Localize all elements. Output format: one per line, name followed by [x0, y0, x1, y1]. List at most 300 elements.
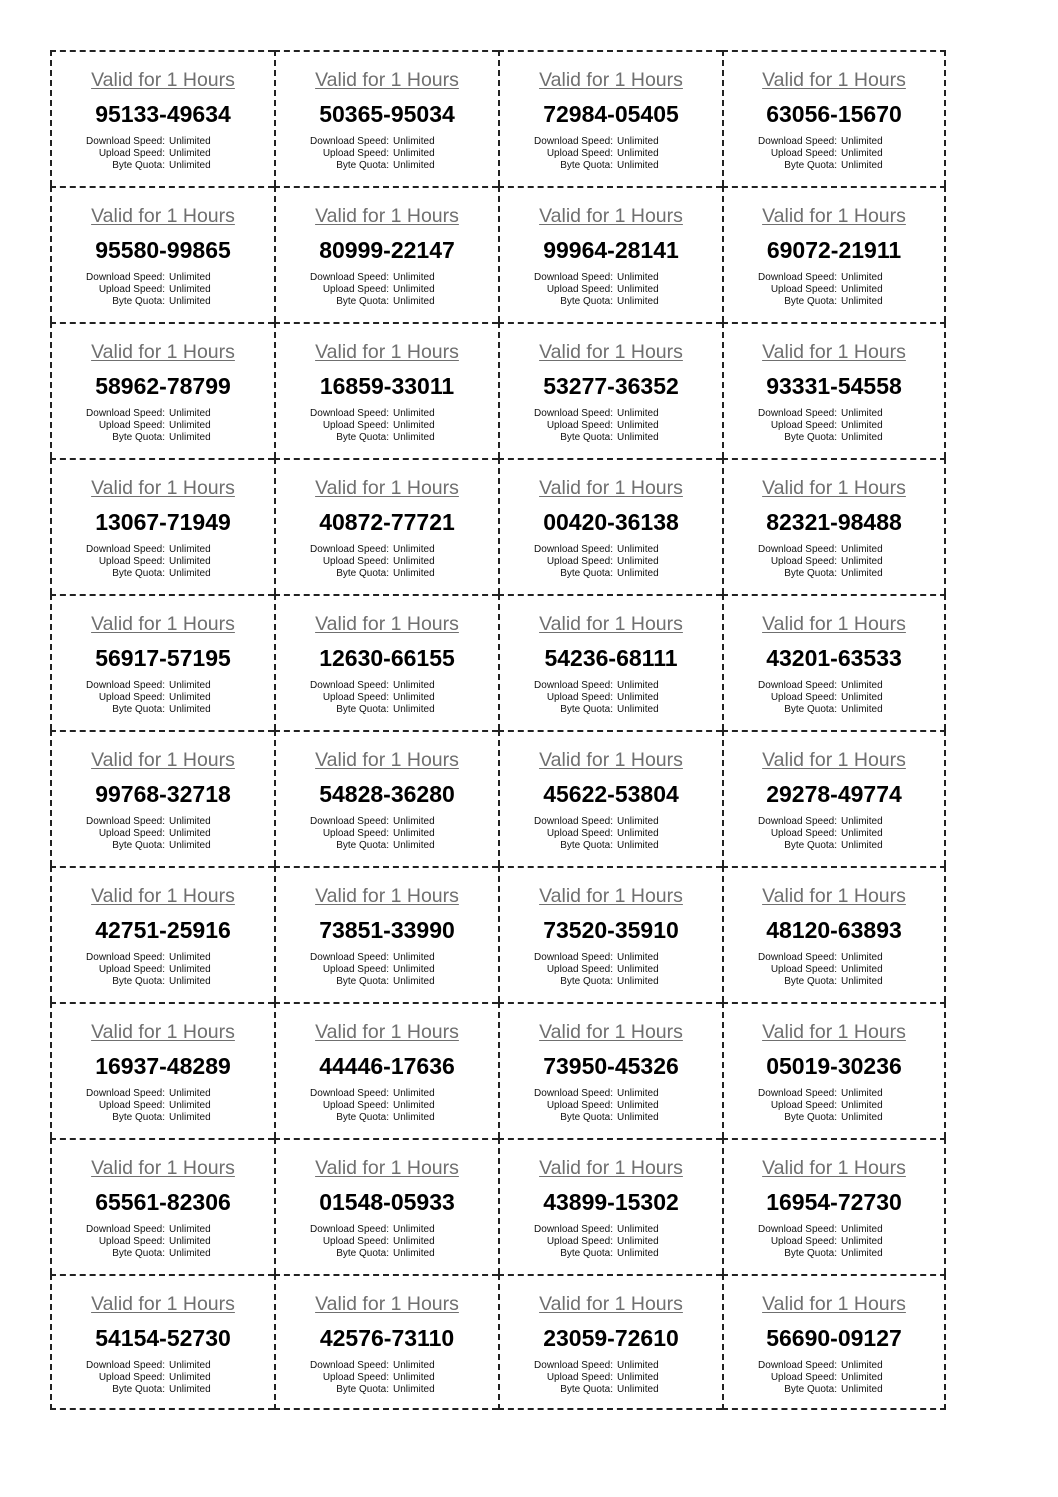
upload-speed-label: Upload Speed: — [546, 1100, 613, 1111]
upload-speed-value: Unlimited — [393, 1372, 435, 1383]
byte-quota-row — [52, 1248, 215, 1260]
voucher-code: 05019-30236 — [766, 1053, 902, 1079]
voucher-validity: Valid for 1 Hours — [91, 1293, 235, 1315]
voucher-code: 56690-09127 — [766, 1325, 902, 1351]
download-speed-value: Unlimited — [393, 816, 435, 827]
voucher-code: 99768-32718 — [95, 781, 231, 807]
byte-quota-label: Byte Quota: — [784, 568, 837, 579]
download-speed-row — [500, 408, 663, 420]
download-speed-value: Unlimited — [393, 1088, 435, 1099]
voucher-specs — [724, 408, 887, 444]
voucher-specs — [724, 1360, 887, 1396]
upload-speed-value: Unlimited — [617, 964, 659, 975]
byte-quota-row — [724, 432, 887, 444]
voucher-specs — [724, 1088, 887, 1124]
byte-quota-label: Byte Quota: — [560, 160, 613, 171]
byte-quota-row — [500, 568, 663, 580]
upload-speed-label: Upload Speed: — [770, 556, 837, 567]
voucher-validity: Valid for 1 Hours — [539, 477, 683, 499]
byte-quota-value: Unlimited — [169, 1384, 211, 1395]
byte-quota-row — [52, 296, 215, 308]
download-speed-value: Unlimited — [617, 544, 659, 555]
byte-quota-label: Byte Quota: — [336, 568, 389, 579]
voucher-code: 16859-33011 — [319, 373, 455, 399]
upload-speed-value: Unlimited — [841, 420, 883, 431]
download-speed-row — [52, 816, 215, 828]
voucher-card — [498, 186, 722, 322]
voucher-code: 72984-05405 — [543, 101, 679, 127]
byte-quota-value: Unlimited — [841, 1384, 883, 1395]
voucher-validity: Valid for 1 Hours — [91, 1021, 235, 1043]
byte-quota-label: Byte Quota: — [336, 840, 389, 851]
upload-speed-row — [52, 148, 215, 160]
voucher-validity: Valid for 1 Hours — [91, 885, 235, 907]
upload-speed-value: Unlimited — [169, 556, 211, 567]
upload-speed-row — [500, 964, 663, 976]
download-speed-value: Unlimited — [841, 680, 883, 691]
download-speed-label: Download Speed: — [86, 544, 165, 555]
byte-quota-row — [52, 160, 215, 172]
voucher-validity: Valid for 1 Hours — [762, 341, 906, 363]
download-speed-value: Unlimited — [169, 952, 211, 963]
byte-quota-row — [724, 976, 887, 988]
download-speed-label: Download Speed: — [534, 1088, 613, 1099]
upload-speed-label: Upload Speed: — [770, 1100, 837, 1111]
voucher-specs — [52, 408, 215, 444]
download-speed-value: Unlimited — [169, 544, 211, 555]
byte-quota-row — [500, 704, 663, 716]
voucher-code: 42576-73110 — [319, 1325, 455, 1351]
download-speed-value: Unlimited — [841, 544, 883, 555]
byte-quota-value: Unlimited — [841, 1112, 883, 1123]
voucher-specs — [500, 1088, 663, 1124]
voucher-validity: Valid for 1 Hours — [91, 613, 235, 635]
byte-quota-label: Byte Quota: — [336, 976, 389, 987]
byte-quota-row — [276, 568, 439, 580]
voucher-code: 16954-72730 — [766, 1189, 902, 1215]
upload-speed-label: Upload Speed: — [546, 964, 613, 975]
voucher-validity: Valid for 1 Hours — [539, 1157, 683, 1179]
download-speed-row — [724, 1224, 887, 1236]
voucher-specs — [52, 680, 215, 716]
byte-quota-label: Byte Quota: — [336, 1112, 389, 1123]
voucher-code: 54154-52730 — [95, 1325, 231, 1351]
voucher-code: 95133-49634 — [95, 101, 231, 127]
upload-speed-row — [500, 828, 663, 840]
upload-speed-row — [500, 1372, 663, 1384]
upload-speed-label: Upload Speed: — [98, 1100, 165, 1111]
upload-speed-row — [724, 420, 887, 432]
download-speed-label: Download Speed: — [758, 816, 837, 827]
download-speed-value: Unlimited — [393, 680, 435, 691]
voucher-validity: Valid for 1 Hours — [315, 613, 459, 635]
voucher-card — [274, 594, 498, 730]
download-speed-row — [52, 680, 215, 692]
byte-quota-value: Unlimited — [841, 840, 883, 851]
upload-speed-value: Unlimited — [393, 828, 435, 839]
voucher-specs — [724, 136, 887, 172]
voucher-specs — [500, 544, 663, 580]
voucher-code: 73851-33990 — [319, 917, 455, 943]
byte-quota-row — [724, 704, 887, 716]
download-speed-row — [276, 816, 439, 828]
voucher-specs — [52, 544, 215, 580]
upload-speed-label: Upload Speed: — [546, 1372, 613, 1383]
voucher-validity: Valid for 1 Hours — [539, 1021, 683, 1043]
byte-quota-value: Unlimited — [841, 160, 883, 171]
upload-speed-row — [276, 692, 439, 704]
upload-speed-row — [724, 828, 887, 840]
byte-quota-label: Byte Quota: — [784, 432, 837, 443]
byte-quota-value: Unlimited — [393, 1384, 435, 1395]
upload-speed-label: Upload Speed: — [770, 420, 837, 431]
download-speed-row — [500, 272, 663, 284]
download-speed-row — [276, 272, 439, 284]
byte-quota-value: Unlimited — [617, 160, 659, 171]
upload-speed-label: Upload Speed: — [770, 828, 837, 839]
byte-quota-value: Unlimited — [169, 432, 211, 443]
upload-speed-value: Unlimited — [841, 692, 883, 703]
byte-quota-row — [276, 296, 439, 308]
download-speed-label: Download Speed: — [534, 816, 613, 827]
download-speed-value: Unlimited — [393, 408, 435, 419]
download-speed-value: Unlimited — [617, 136, 659, 147]
upload-speed-value: Unlimited — [393, 420, 435, 431]
download-speed-row — [724, 1088, 887, 1100]
upload-speed-label: Upload Speed: — [770, 284, 837, 295]
byte-quota-label: Byte Quota: — [784, 840, 837, 851]
upload-speed-label: Upload Speed: — [98, 148, 165, 159]
voucher-card — [50, 50, 274, 186]
upload-speed-value: Unlimited — [393, 964, 435, 975]
upload-speed-value: Unlimited — [393, 692, 435, 703]
download-speed-label: Download Speed: — [534, 544, 613, 555]
voucher-validity: Valid for 1 Hours — [315, 69, 459, 91]
byte-quota-label: Byte Quota: — [112, 1384, 165, 1395]
upload-speed-label: Upload Speed: — [322, 420, 389, 431]
download-speed-value: Unlimited — [393, 272, 435, 283]
voucher-card — [498, 730, 722, 866]
upload-speed-value: Unlimited — [617, 1236, 659, 1247]
download-speed-value: Unlimited — [841, 1224, 883, 1235]
byte-quota-label: Byte Quota: — [560, 976, 613, 987]
byte-quota-value: Unlimited — [169, 840, 211, 851]
voucher-validity: Valid for 1 Hours — [762, 1021, 906, 1043]
voucher-validity: Valid for 1 Hours — [762, 885, 906, 907]
upload-speed-label: Upload Speed: — [546, 556, 613, 567]
voucher-validity: Valid for 1 Hours — [91, 69, 235, 91]
byte-quota-row — [724, 568, 887, 580]
byte-quota-label: Byte Quota: — [336, 1384, 389, 1395]
download-speed-label: Download Speed: — [310, 680, 389, 691]
upload-speed-value: Unlimited — [617, 148, 659, 159]
upload-speed-value: Unlimited — [393, 1236, 435, 1247]
upload-speed-value: Unlimited — [169, 1372, 211, 1383]
upload-speed-label: Upload Speed: — [98, 828, 165, 839]
byte-quota-value: Unlimited — [169, 296, 211, 307]
voucher-code: 50365-95034 — [319, 101, 455, 127]
download-speed-value: Unlimited — [169, 272, 211, 283]
voucher-card — [722, 730, 946, 866]
voucher-specs — [500, 952, 663, 988]
download-speed-value: Unlimited — [393, 952, 435, 963]
voucher-validity: Valid for 1 Hours — [762, 205, 906, 227]
byte-quota-value: Unlimited — [393, 160, 435, 171]
upload-speed-label: Upload Speed: — [546, 828, 613, 839]
upload-speed-label: Upload Speed: — [98, 964, 165, 975]
voucher-validity: Valid for 1 Hours — [315, 1021, 459, 1043]
download-speed-row — [500, 1088, 663, 1100]
download-speed-label: Download Speed: — [310, 1360, 389, 1371]
download-speed-value: Unlimited — [393, 1360, 435, 1371]
byte-quota-value: Unlimited — [617, 432, 659, 443]
download-speed-row — [276, 544, 439, 556]
byte-quota-label: Byte Quota: — [560, 1384, 613, 1395]
upload-speed-row — [276, 828, 439, 840]
download-speed-label: Download Speed: — [758, 272, 837, 283]
voucher-card — [498, 322, 722, 458]
upload-speed-label: Upload Speed: — [770, 692, 837, 703]
download-speed-label: Download Speed: — [534, 1360, 613, 1371]
download-speed-label: Download Speed: — [86, 272, 165, 283]
upload-speed-label: Upload Speed: — [322, 1100, 389, 1111]
upload-speed-row — [724, 284, 887, 296]
voucher-validity: Valid for 1 Hours — [539, 69, 683, 91]
download-speed-label: Download Speed: — [310, 272, 389, 283]
byte-quota-row — [52, 840, 215, 852]
byte-quota-label: Byte Quota: — [784, 704, 837, 715]
voucher-card — [722, 458, 946, 594]
byte-quota-row — [724, 1112, 887, 1124]
download-speed-label: Download Speed: — [758, 544, 837, 555]
byte-quota-row — [500, 840, 663, 852]
download-speed-label: Download Speed: — [758, 408, 837, 419]
voucher-specs — [500, 680, 663, 716]
byte-quota-row — [52, 568, 215, 580]
byte-quota-value: Unlimited — [393, 840, 435, 851]
voucher-card — [50, 594, 274, 730]
download-speed-label: Download Speed: — [86, 1224, 165, 1235]
upload-speed-label: Upload Speed: — [98, 420, 165, 431]
voucher-code: 29278-49774 — [766, 781, 902, 807]
voucher-specs — [276, 136, 439, 172]
upload-speed-label: Upload Speed: — [322, 964, 389, 975]
byte-quota-row — [500, 976, 663, 988]
upload-speed-row — [724, 692, 887, 704]
upload-speed-row — [276, 420, 439, 432]
download-speed-row — [500, 680, 663, 692]
download-speed-value: Unlimited — [841, 816, 883, 827]
upload-speed-row — [276, 1372, 439, 1384]
byte-quota-label: Byte Quota: — [112, 1248, 165, 1259]
byte-quota-value: Unlimited — [169, 160, 211, 171]
upload-speed-row — [52, 964, 215, 976]
byte-quota-value: Unlimited — [841, 704, 883, 715]
download-speed-row — [724, 136, 887, 148]
upload-speed-row — [276, 148, 439, 160]
upload-speed-value: Unlimited — [169, 420, 211, 431]
download-speed-label: Download Speed: — [534, 1224, 613, 1235]
download-speed-row — [724, 952, 887, 964]
byte-quota-value: Unlimited — [393, 1112, 435, 1123]
download-speed-label: Download Speed: — [86, 136, 165, 147]
voucher-code: 44446-17636 — [319, 1053, 455, 1079]
voucher-validity: Valid for 1 Hours — [539, 613, 683, 635]
byte-quota-value: Unlimited — [393, 296, 435, 307]
upload-speed-label: Upload Speed: — [546, 1236, 613, 1247]
byte-quota-row — [52, 704, 215, 716]
download-speed-value: Unlimited — [617, 272, 659, 283]
voucher-specs — [500, 408, 663, 444]
download-speed-label: Download Speed: — [758, 1224, 837, 1235]
voucher-code: 95580-99865 — [95, 237, 231, 263]
voucher-specs — [500, 136, 663, 172]
upload-speed-label: Upload Speed: — [546, 420, 613, 431]
byte-quota-row — [52, 1112, 215, 1124]
byte-quota-label: Byte Quota: — [336, 160, 389, 171]
byte-quota-value: Unlimited — [169, 704, 211, 715]
upload-speed-row — [276, 284, 439, 296]
voucher-code: 16937-48289 — [95, 1053, 231, 1079]
byte-quota-value: Unlimited — [169, 976, 211, 987]
download-speed-label: Download Speed: — [758, 680, 837, 691]
voucher-specs — [276, 1088, 439, 1124]
voucher-card — [498, 866, 722, 1002]
upload-speed-label: Upload Speed: — [322, 692, 389, 703]
download-speed-row — [500, 816, 663, 828]
voucher-card — [722, 322, 946, 458]
download-speed-value: Unlimited — [617, 680, 659, 691]
byte-quota-value: Unlimited — [841, 296, 883, 307]
voucher-card — [722, 866, 946, 1002]
byte-quota-value: Unlimited — [393, 432, 435, 443]
upload-speed-row — [500, 1100, 663, 1112]
byte-quota-value: Unlimited — [169, 1112, 211, 1123]
voucher-specs — [52, 1360, 215, 1396]
download-speed-label: Download Speed: — [758, 136, 837, 147]
voucher-card — [722, 186, 946, 322]
upload-speed-value: Unlimited — [617, 828, 659, 839]
voucher-code: 12630-66155 — [319, 645, 455, 671]
download-speed-row — [724, 544, 887, 556]
voucher-specs — [724, 272, 887, 308]
voucher-validity: Valid for 1 Hours — [539, 205, 683, 227]
voucher-validity: Valid for 1 Hours — [91, 749, 235, 771]
byte-quota-label: Byte Quota: — [784, 1112, 837, 1123]
voucher-validity: Valid for 1 Hours — [762, 69, 906, 91]
download-speed-row — [52, 1224, 215, 1236]
upload-speed-label: Upload Speed: — [98, 1236, 165, 1247]
voucher-validity: Valid for 1 Hours — [315, 885, 459, 907]
download-speed-value: Unlimited — [617, 1360, 659, 1371]
upload-speed-label: Upload Speed: — [322, 284, 389, 295]
byte-quota-value: Unlimited — [169, 568, 211, 579]
voucher-card — [50, 1138, 274, 1274]
download-speed-value: Unlimited — [393, 136, 435, 147]
byte-quota-label: Byte Quota: — [784, 160, 837, 171]
byte-quota-value: Unlimited — [617, 568, 659, 579]
voucher-validity: Valid for 1 Hours — [315, 341, 459, 363]
download-speed-label: Download Speed: — [86, 1360, 165, 1371]
byte-quota-label: Byte Quota: — [784, 296, 837, 307]
upload-speed-label: Upload Speed: — [98, 556, 165, 567]
upload-speed-value: Unlimited — [841, 1372, 883, 1383]
voucher-specs — [724, 952, 887, 988]
voucher-card — [722, 1138, 946, 1274]
download-speed-row — [500, 1360, 663, 1372]
upload-speed-row — [500, 692, 663, 704]
byte-quota-row — [276, 160, 439, 172]
voucher-specs — [724, 544, 887, 580]
download-speed-label: Download Speed: — [534, 136, 613, 147]
voucher-specs — [52, 816, 215, 852]
voucher-validity: Valid for 1 Hours — [315, 1293, 459, 1315]
voucher-code: 65561-82306 — [95, 1189, 231, 1215]
download-speed-label: Download Speed: — [310, 1088, 389, 1099]
byte-quota-row — [500, 1112, 663, 1124]
voucher-card — [498, 1274, 722, 1410]
upload-speed-value: Unlimited — [841, 1100, 883, 1111]
download-speed-row — [500, 1224, 663, 1236]
download-speed-row — [276, 1088, 439, 1100]
upload-speed-row — [52, 1100, 215, 1112]
byte-quota-label: Byte Quota: — [112, 296, 165, 307]
download-speed-value: Unlimited — [841, 1088, 883, 1099]
download-speed-label: Download Speed: — [86, 1088, 165, 1099]
voucher-validity: Valid for 1 Hours — [315, 205, 459, 227]
upload-speed-row — [52, 420, 215, 432]
download-speed-row — [276, 952, 439, 964]
download-speed-value: Unlimited — [169, 1360, 211, 1371]
voucher-card — [50, 866, 274, 1002]
voucher-card — [50, 730, 274, 866]
upload-speed-value: Unlimited — [617, 1372, 659, 1383]
voucher-card — [274, 1274, 498, 1410]
byte-quota-row — [500, 296, 663, 308]
voucher-code: 00420-36138 — [543, 509, 679, 535]
upload-speed-value: Unlimited — [169, 148, 211, 159]
download-speed-label: Download Speed: — [86, 952, 165, 963]
download-speed-row — [500, 952, 663, 964]
download-speed-label: Download Speed: — [534, 272, 613, 283]
upload-speed-value: Unlimited — [169, 284, 211, 295]
download-speed-row — [724, 816, 887, 828]
byte-quota-value: Unlimited — [841, 976, 883, 987]
voucher-specs — [276, 544, 439, 580]
voucher-card — [274, 1138, 498, 1274]
voucher-card — [498, 50, 722, 186]
download-speed-row — [276, 136, 439, 148]
upload-speed-label: Upload Speed: — [770, 148, 837, 159]
upload-speed-row — [276, 1236, 439, 1248]
voucher-card — [50, 322, 274, 458]
voucher-code: 54236-68111 — [544, 645, 678, 671]
download-speed-row — [52, 272, 215, 284]
voucher-card — [274, 186, 498, 322]
upload-speed-label: Upload Speed: — [98, 284, 165, 295]
voucher-card — [498, 1002, 722, 1138]
voucher-card — [50, 1002, 274, 1138]
byte-quota-row — [276, 432, 439, 444]
voucher-card — [274, 458, 498, 594]
byte-quota-value: Unlimited — [617, 976, 659, 987]
voucher-validity: Valid for 1 Hours — [91, 205, 235, 227]
voucher-validity: Valid for 1 Hours — [315, 1157, 459, 1179]
download-speed-value: Unlimited — [617, 952, 659, 963]
download-speed-value: Unlimited — [169, 1224, 211, 1235]
voucher-validity: Valid for 1 Hours — [539, 341, 683, 363]
byte-quota-label: Byte Quota: — [112, 432, 165, 443]
